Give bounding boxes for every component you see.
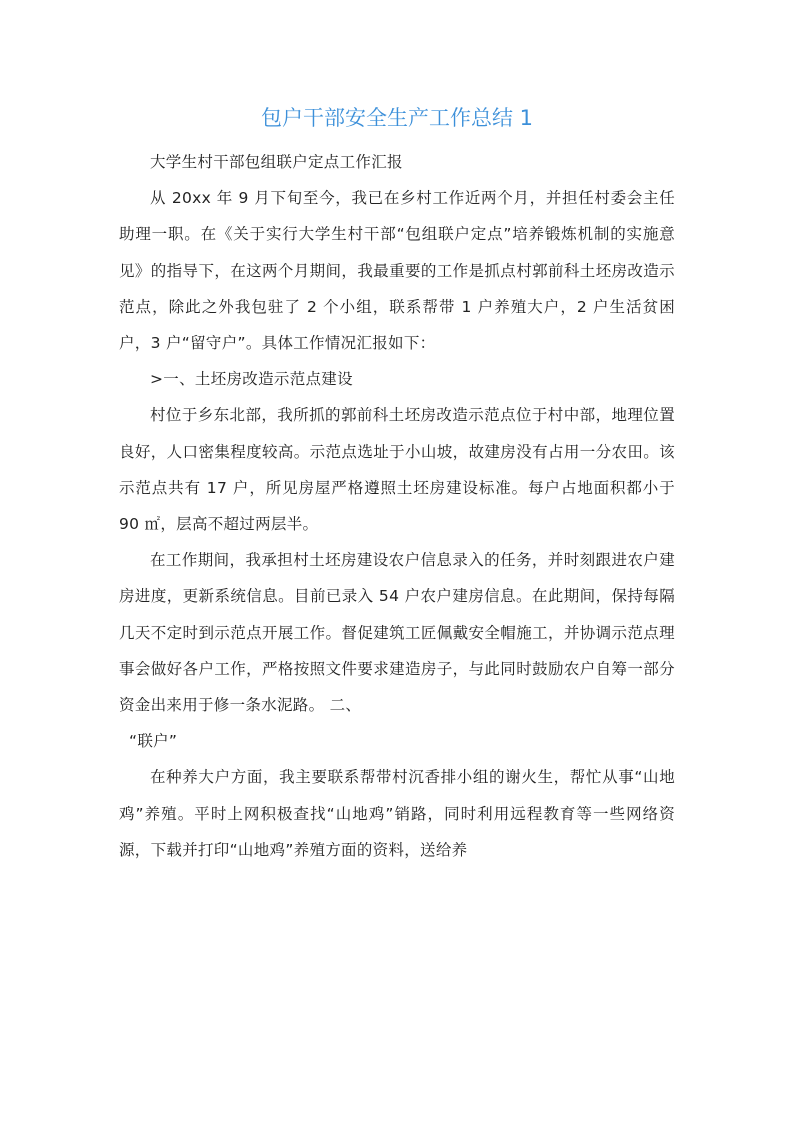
- document-body: [119, 144, 675, 868]
- paragraph-subtitle: 大学生村干部包组联户定点工作汇报: [150, 153, 403, 171]
- paragraph-work-period: 在工作期间，我承担村土坯房建设农户信息录入的任务，并时刻跟进农户建房进度，更新系统信息。目前已录入 54 户农户建房信息。在此期间，保持每隔几天不定时到示范点开展工作。督促建筑工匠佩戴安全帽施工，并协调示范点理事会做好各户工作，严格按照文件要求建造房子，与此同时鼓励农户自筹一部分资金出来用于修一条水泥路。 二、: [119, 551, 675, 715]
- section-heading-1: >一、土坯房改造示范点建设: [150, 370, 353, 389]
- paragraph-village-location: 村位于乡东北部，我所抓的郭前科土坯房改造示范点位于村中部，地理位置良好，人口密集程度较高。示范点选址于小山坡，故建房没有占用一分农田。该示范点共有 17 户，所见房屋严格遵照土坯房建设标准。每户占地面积都小于 90 ㎡，层高不超过两层半。: [119, 406, 675, 534]
- document-title: 包户干部安全生产工作总结 1: [260, 106, 534, 130]
- paragraph-intro: 从 20xx 年 9 月下旬至今，我已在乡村工作近两个月，并担任村委会主任助理一职。在《关于实行大学生村干部“包组联户定点”培养锻炼机制的实施意见》的指导下，在这两个月期间，我最重要的工作是抓点村郭前科土坯房改造示范点，除此之外我包驻了 2 个小组，联系帮带 1 户养殖大户，2 户生活贫困户，3 户“留守户”。具体工作情况汇报如下：: [119, 189, 675, 353]
- section-heading-2: “联户”: [129, 732, 178, 751]
- paragraph-breeding: 在种养大户方面，我主要联系帮带村沉香排小组的谢火生，帮忙从事“山地鸡”养殖。平时上网积极查找“山地鸡”销路，同时利用远程教育等一些网络资源，下载并打印“山地鸡”养殖方面的资料，送给养: [119, 768, 675, 859]
